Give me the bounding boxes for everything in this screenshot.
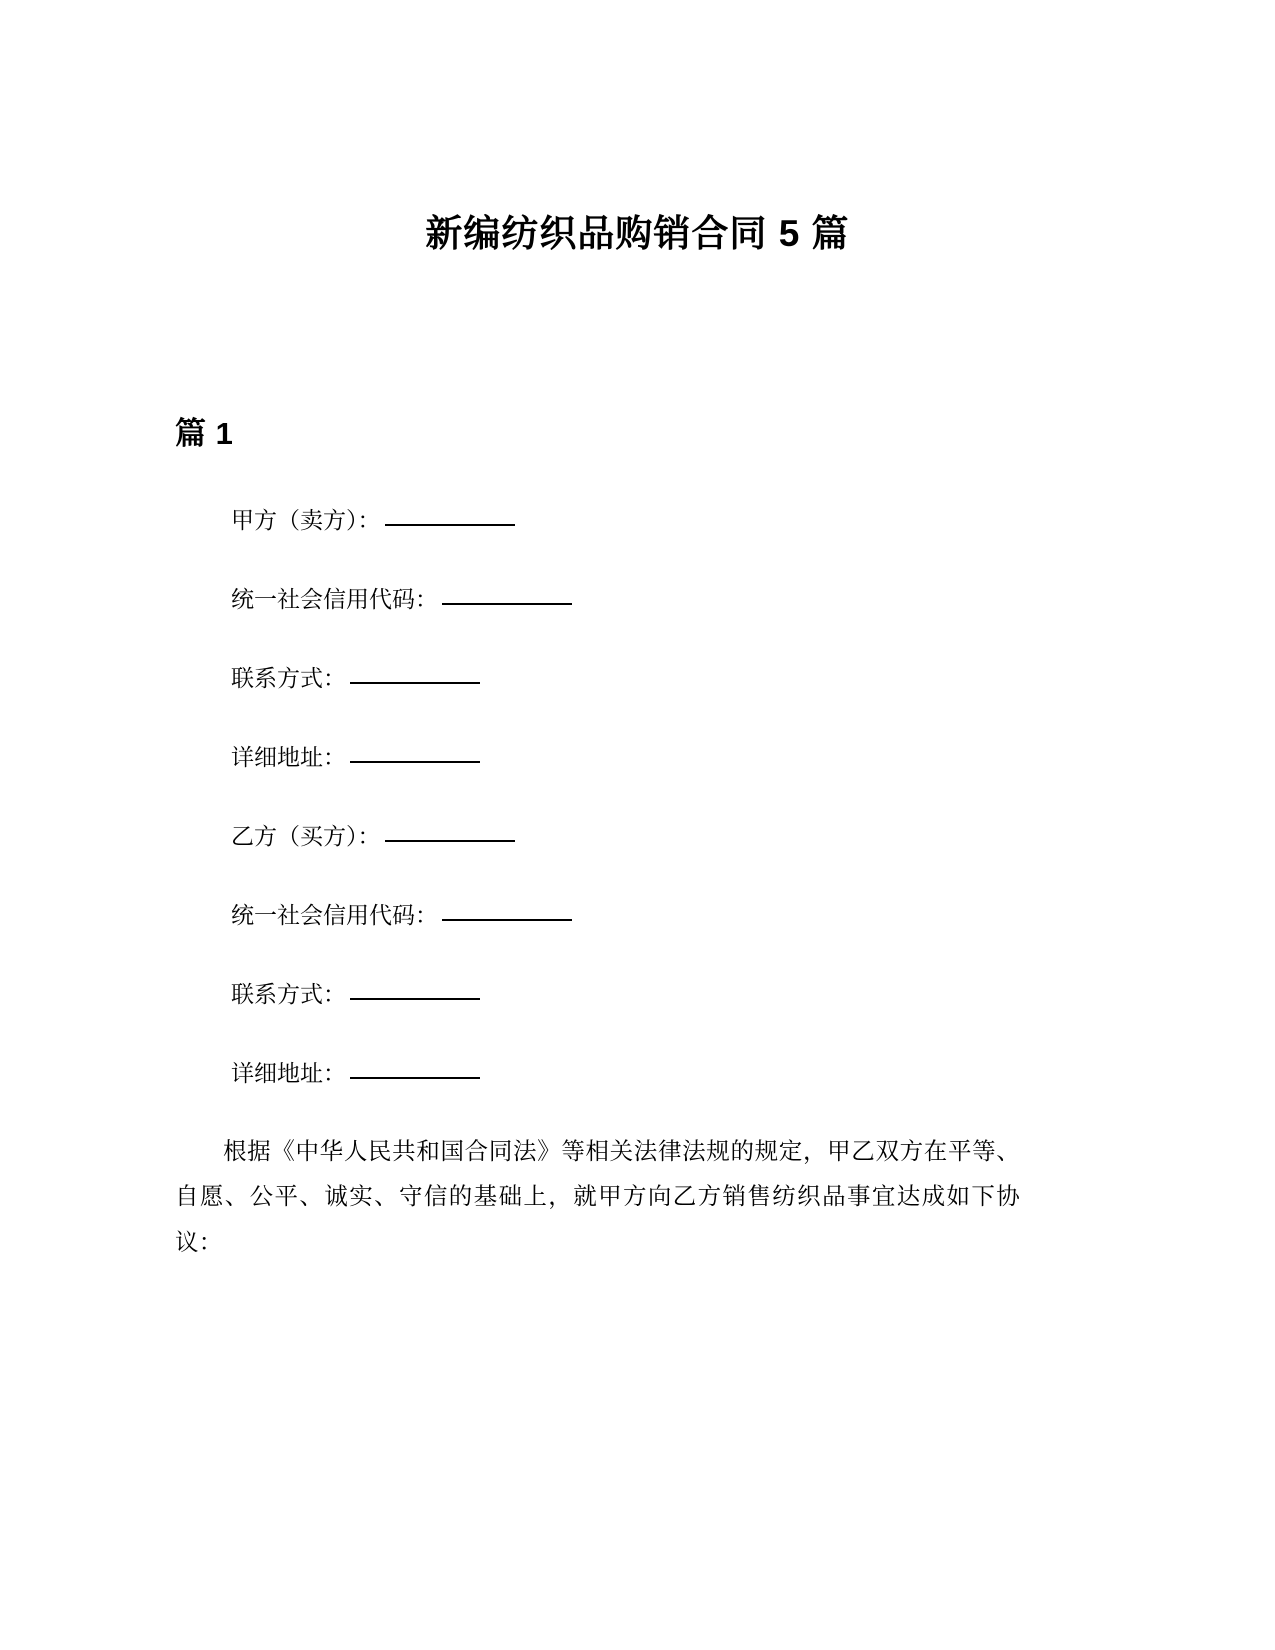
- field-row-buyer-credit-code: [175, 900, 1035, 931]
- field-row-buyer-contact: [175, 979, 1035, 1010]
- field-label: 乙方（买方）：: [231, 823, 381, 850]
- field-label: 甲方（卖方）：: [231, 507, 381, 533]
- field-blank[interactable]: [350, 682, 480, 684]
- page-title: 新编纺织品购销合同 5 篇: [425, 212, 850, 254]
- field-label: 统一社会信用代码：: [231, 902, 438, 929]
- field-label: 详细地址：: [231, 1060, 346, 1087]
- field-row-seller-contact: [175, 663, 1035, 694]
- field-blank[interactable]: [385, 840, 515, 842]
- field-blank[interactable]: [442, 603, 572, 605]
- field-label: 统一社会信用代码：: [231, 586, 438, 613]
- field-row-seller-credit-code: [175, 584, 1035, 615]
- field-row-buyer-name: [175, 821, 1035, 852]
- contract-preamble-paragraph: 根据《中华人民共和国合同法》等相关法律法规的规定，甲乙双方在平等、自愿、公平、诚实、守信的基础上，就甲方向乙方销售纺织品事宜达成如下协议：: [175, 1137, 1020, 1256]
- field-blank[interactable]: [350, 761, 480, 763]
- field-blank[interactable]: [442, 919, 572, 921]
- field-blank[interactable]: [385, 524, 515, 526]
- field-label: 联系方式：: [231, 981, 346, 1008]
- field-row-buyer-address: [175, 1058, 1035, 1089]
- field-blank[interactable]: [350, 998, 480, 1000]
- field-label: 联系方式：: [231, 665, 346, 692]
- field-label: 详细地址：: [231, 744, 346, 771]
- field-row-seller-address: [175, 742, 1035, 773]
- party-information-fields: [175, 505, 1035, 1089]
- field-blank[interactable]: [350, 1077, 480, 1079]
- field-row-seller-name: [175, 505, 1035, 536]
- section-heading: 篇 1: [175, 415, 234, 451]
